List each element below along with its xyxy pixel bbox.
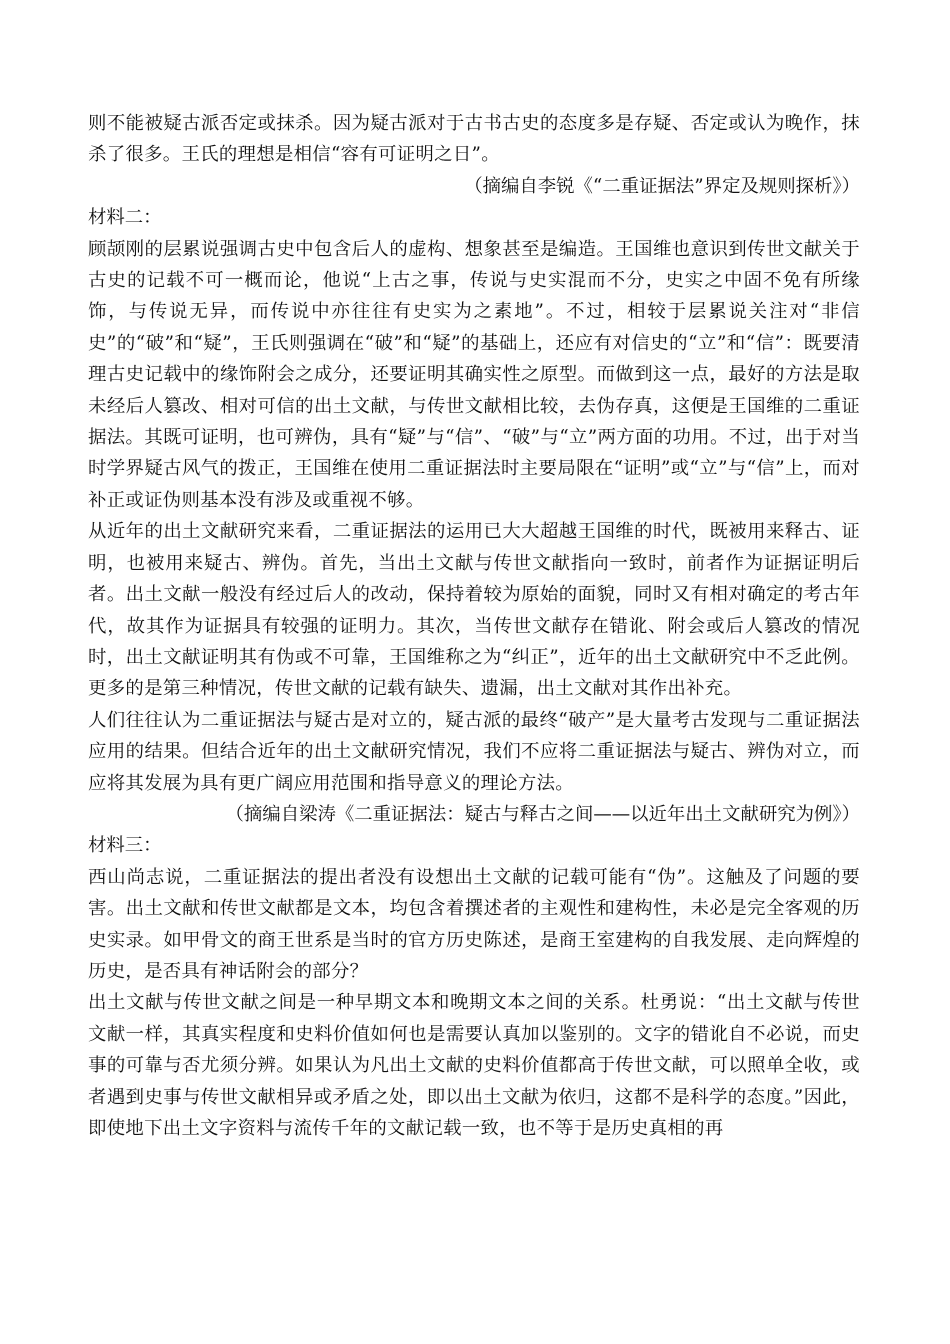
material-3-paragraph: 出土文献与传世文献之间是一种早期文本和晚期文本之间的关系。杜勇说：“出土文献与传世文献一样，其真实程度和史料价值如何也是需要认真加以鉴别的。文字的错讹自不必说，而史事的可靠与否尤须分辨。如果认为凡出土文献的史料价值都高于传世文献，可以照单全收，或者遇到史事与传世文献相异或矛盾之处，即以出土文献为依归，这都不是科学的态度。”因此，即使地下出土文字资料与流传千年的文献记载一致，也不等于是历史真相的再 xyxy=(88,992,860,1139)
material-2-label: 材料二： xyxy=(88,207,162,229)
intro-paragraph: 则不能被疑古派否定或抹杀。因为疑古派对于古书古史的态度多是存疑、否定或认为晚作，抹杀了很多。王氏的理想是相信“容有可证明之日”。 xyxy=(88,113,860,166)
material-2-paragraph: 人们往往认为二重证据法与疑古是对立的，疑古派的最终“破产”是大量考古发现与二重证据法应用的结果。但结合近年的出土文献研究情况，我们不应将二重证据法与疑古、辨伪对立，而应将其发展为具有更广阔应用范围和指导意义的理论方法。 xyxy=(88,709,860,794)
source-citation-1: （摘编自李锐《“二重证据法”界定及规则探析》） xyxy=(464,175,860,197)
material-2-paragraph: 从近年的出土文献研究来看，二重证据法的运用已大大超越王国维的时代，既被用来释古、证明，也被用来疑古、辨伪。首先，当出土文献与传世文献指向一致时，前者作为证据证明后者。出土文献一般没有经过后人的改动，保持着较为原始的面貌，同时又有相对确定的考古年代，故其作为证据具有较强的证明力。其次，当传世文献存在错讹、附会或后人篡改的情况时，出土文献证明其有伪或不可靠，王国维称之为“纠正”，近年的出土文献研究中不乏此例。更多的是第三种情况，传世文献的记载有缺失、遗漏，出土文献对其作出补充。 xyxy=(88,521,860,700)
source-citation-2: （摘编自梁涛《二重证据法：疑古与释古之间——以近年出土文献研究为例》） xyxy=(225,803,860,825)
material-2-paragraph: 顾颉刚的层累说强调古史中包含后人的虚构、想象甚至是编造。王国维也意识到传世文献关于古史的记载不可一概而论，他说“上古之事，传说与史实混而不分，史实之中固不免有所缘饰，与传说无异，而传说中亦往往有史实为之素地”。不过，相较于层累说关注对“非信史”的“破”和“疑”，王氏则强调在“破”和“疑”的基础上，还应有对信史的“立”和“信”：既要清理古史记载中的缘饰附会之成分，还要证明其确实性之原型。而做到这一点，最好的方法是取未经后人篡改、相对可信的出土文献，与传世文献相比较，去伪存真，这便是王国维的二重证据法。其既可证明，也可辨伪，具有“疑”与“信”、“破”与“立”两方面的功用。不过，出于对当时学界疑古风气的拨正，王国维在使用二重证据法时主要局限在“证明”或“立”与“信”上，而对补正或证伪则基本没有涉及或重视不够。 xyxy=(88,238,860,511)
material-3-paragraph: 西山尚志说，二重证据法的提出者没有设想出土文献的记载可能有“伪”。这触及了问题的要害。出土文献和传世文献都是文本，均包含着撰述者的主观性和建构性，未必是完全客观的历史实录。如甲骨文的商王世系是当时的官方历史陈述，是商王室建构的自我发展、走向辉煌的历史，是否具有神话附会的部分？ xyxy=(88,866,860,982)
material-3-label: 材料三： xyxy=(88,835,162,857)
document-page xyxy=(88,108,860,1144)
